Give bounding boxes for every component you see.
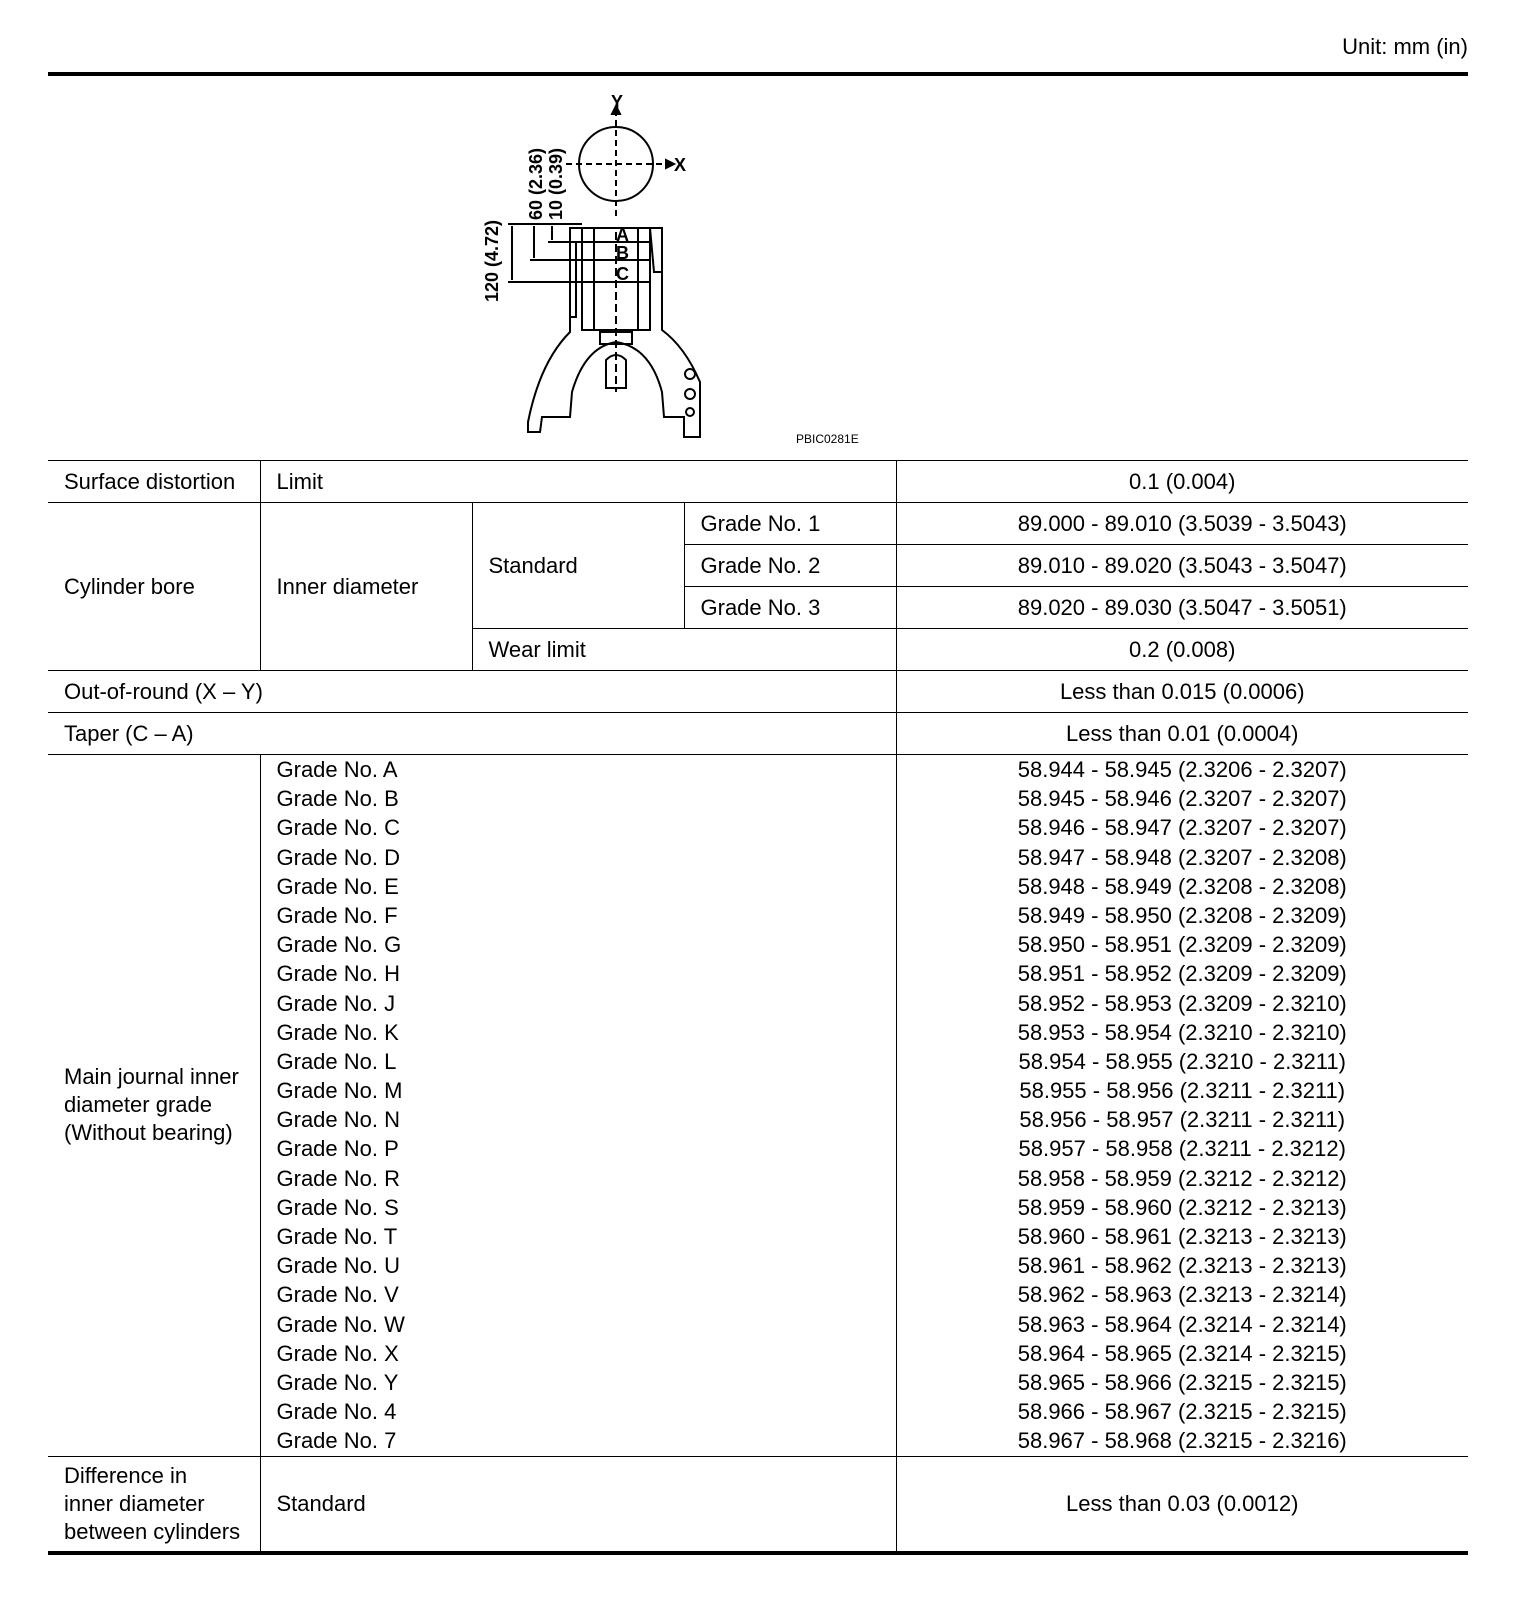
difference-label-line: between cylinders (64, 1518, 241, 1544)
journal-grade-label: Grade No. K (276, 1019, 399, 1045)
main-journal-label-line: Main journal inner (64, 1064, 239, 1090)
surface-distortion-sub: Limit (260, 461, 896, 503)
table-row (48, 671, 1468, 713)
journal-grade-value: 58.946 - 58.947 (2.3207 - 2.3207) (1017, 815, 1347, 841)
journal-grade-label: Grade No. S (276, 1194, 399, 1220)
journal-grade-label: Grade No. R (276, 1165, 400, 1191)
taper-label: Taper (C – A) (48, 713, 896, 755)
journal-grade-label: Grade No. A (276, 757, 398, 782)
journal-grade-value: 58.958 - 58.959 (2.3212 - 2.3212) (1017, 1165, 1347, 1191)
journal-grade-value: 58.965 - 58.966 (2.3215 - 2.3215) (1017, 1369, 1347, 1395)
journal-grade-value: 58.961 - 58.962 (2.3213 - 2.3213) (1017, 1253, 1347, 1279)
journal-grade-label: Grade No. 7 (276, 1428, 397, 1454)
journal-grade-value: 58.945 - 58.946 (2.3207 - 2.3207) (1017, 786, 1347, 812)
journal-grade-label: Grade No. G (276, 932, 402, 958)
journal-grade-label: Grade No. B (276, 786, 399, 812)
journal-grade-label: Grade No. C (276, 815, 400, 841)
journal-grade-value: 58.966 - 58.967 (2.3215 - 2.3215) (1017, 1399, 1347, 1425)
wear-limit-value: 0.2 (0.008) (896, 629, 1468, 671)
journal-grade-label: Grade No. N (276, 1107, 400, 1133)
figure-code: PBIC0281E (796, 432, 859, 446)
main-journal-grade-list (260, 755, 896, 1457)
journal-grade-value: 58.952 - 58.953 (2.3209 - 2.3210) (1017, 990, 1347, 1016)
journal-grade-label: Grade No. Y (276, 1369, 399, 1395)
journal-grade-label: Grade No. M (276, 1078, 403, 1104)
difference-label-line: inner diameter (64, 1490, 205, 1516)
table-row (48, 503, 1468, 545)
journal-grade-label: Grade No. P (276, 1136, 399, 1162)
journal-grade-value: 58.962 - 58.963 (2.3213 - 2.3214) (1017, 1282, 1347, 1308)
journal-grade-label: Grade No. E (276, 873, 399, 899)
axis-y-label: Y (611, 92, 624, 112)
journal-grade-value: 58.959 - 58.960 (2.3212 - 2.3213) (1017, 1194, 1347, 1220)
journal-grade-label: Grade No. H (276, 961, 400, 987)
dim-120-label: 120 (4.72) (482, 219, 502, 302)
journal-grade-label: Grade No. T (276, 1224, 398, 1249)
table-row (48, 461, 1468, 503)
dim-60-label: 60 (2.36) (526, 147, 546, 220)
axis-x-label: X (674, 155, 687, 175)
cylinder-bore-label: Cylinder bore (48, 503, 260, 671)
wear-limit-label: Wear limit (472, 629, 896, 671)
specification-table (48, 460, 1468, 1555)
journal-grade-value: 58.960 - 58.961 (2.3213 - 2.3213) (1017, 1224, 1347, 1249)
surface-distortion-value: 0.1 (0.004) (896, 461, 1468, 503)
journal-grade-label: Grade No. X (276, 1340, 399, 1366)
bore-grade-label: Grade No. 2 (684, 545, 896, 587)
journal-grade-value: 58.955 - 58.956 (2.3211 - 2.3211) (1019, 1078, 1346, 1104)
top-rule (48, 72, 1468, 76)
difference-value: Less than 0.03 (0.0012) (896, 1456, 1468, 1553)
main-journal-value-list (896, 755, 1468, 1457)
table-row (48, 713, 1468, 755)
inner-diameter-label: Inner diameter (260, 503, 472, 671)
journal-grade-value: 58.953 - 58.954 (2.3210 - 2.3210) (1017, 1019, 1347, 1045)
surface-distortion-label: Surface distortion (48, 461, 260, 503)
journal-grade-value: 58.944 - 58.945 (2.3206 - 2.3207) (1017, 757, 1347, 782)
journal-grade-label: Grade No. F (276, 902, 398, 928)
measure-label-c: C (616, 264, 629, 284)
main-journal-label (48, 755, 260, 1457)
out-of-round-label: Out-of-round (X – Y) (48, 671, 896, 713)
dim-10-label: 10 (0.39) (546, 147, 566, 220)
journal-grade-label: Grade No. J (276, 990, 396, 1016)
difference-sub: Standard (260, 1456, 896, 1553)
measure-label-a: A (616, 225, 629, 245)
standard-label: Standard (472, 503, 684, 629)
bore-grade-value: 89.020 - 89.030 (3.5047 - 3.5051) (896, 587, 1468, 629)
journal-grade-value: 58.954 - 58.955 (2.3210 - 2.3211) (1018, 1048, 1346, 1074)
main-journal-label-line: (Without bearing) (64, 1120, 233, 1146)
table-row (48, 1456, 1468, 1553)
journal-grade-label: Grade No. U (276, 1253, 400, 1279)
taper-value: Less than 0.01 (0.0004) (896, 713, 1468, 755)
bore-grade-value: 89.000 - 89.010 (3.5039 - 3.5043) (896, 503, 1468, 545)
journal-grade-value: 58.947 - 58.948 (2.3207 - 2.3208) (1017, 844, 1347, 870)
journal-grade-value: 58.949 - 58.950 (2.3208 - 2.3209) (1017, 902, 1347, 928)
unit-label: Unit: mm (in) (1342, 34, 1468, 59)
bore-grade-value: 89.010 - 89.020 (3.5043 - 3.5047) (896, 545, 1468, 587)
bore-grade-label: Grade No. 3 (684, 587, 896, 629)
table-row (48, 755, 1468, 1457)
journal-grade-label: Grade No. W (276, 1311, 405, 1337)
journal-grade-value: 58.963 - 58.964 (2.3214 - 2.3214) (1017, 1311, 1347, 1337)
cylinder-block-diagram (470, 92, 890, 452)
difference-label (48, 1456, 260, 1553)
difference-label-line: Difference in (64, 1462, 188, 1488)
bore-grade-label: Grade No. 1 (684, 503, 896, 545)
journal-grade-value: 58.967 - 58.968 (2.3215 - 2.3216) (1017, 1428, 1347, 1454)
journal-grade-label: Grade No. V (276, 1282, 399, 1308)
journal-grade-value: 58.957 - 58.958 (2.3211 - 2.3212) (1018, 1136, 1346, 1162)
journal-grade-value: 58.964 - 58.965 (2.3214 - 2.3215) (1017, 1340, 1347, 1366)
journal-grade-value: 58.956 - 58.957 (2.3211 - 2.3211) (1019, 1107, 1346, 1133)
main-journal-label-line: diameter grade (64, 1092, 212, 1118)
journal-grade-label: Grade No. 4 (276, 1399, 397, 1425)
out-of-round-value: Less than 0.015 (0.0006) (896, 671, 1468, 713)
journal-grade-value: 58.951 - 58.952 (2.3209 - 2.3209) (1017, 961, 1347, 987)
measure-label-b: B (616, 243, 629, 263)
journal-grade-value: 58.950 - 58.951 (2.3209 - 2.3209) (1017, 932, 1347, 958)
journal-grade-label: Grade No. L (276, 1048, 397, 1074)
journal-grade-value: 58.948 - 58.949 (2.3208 - 2.3208) (1017, 873, 1347, 899)
journal-grade-label: Grade No. D (276, 844, 400, 870)
